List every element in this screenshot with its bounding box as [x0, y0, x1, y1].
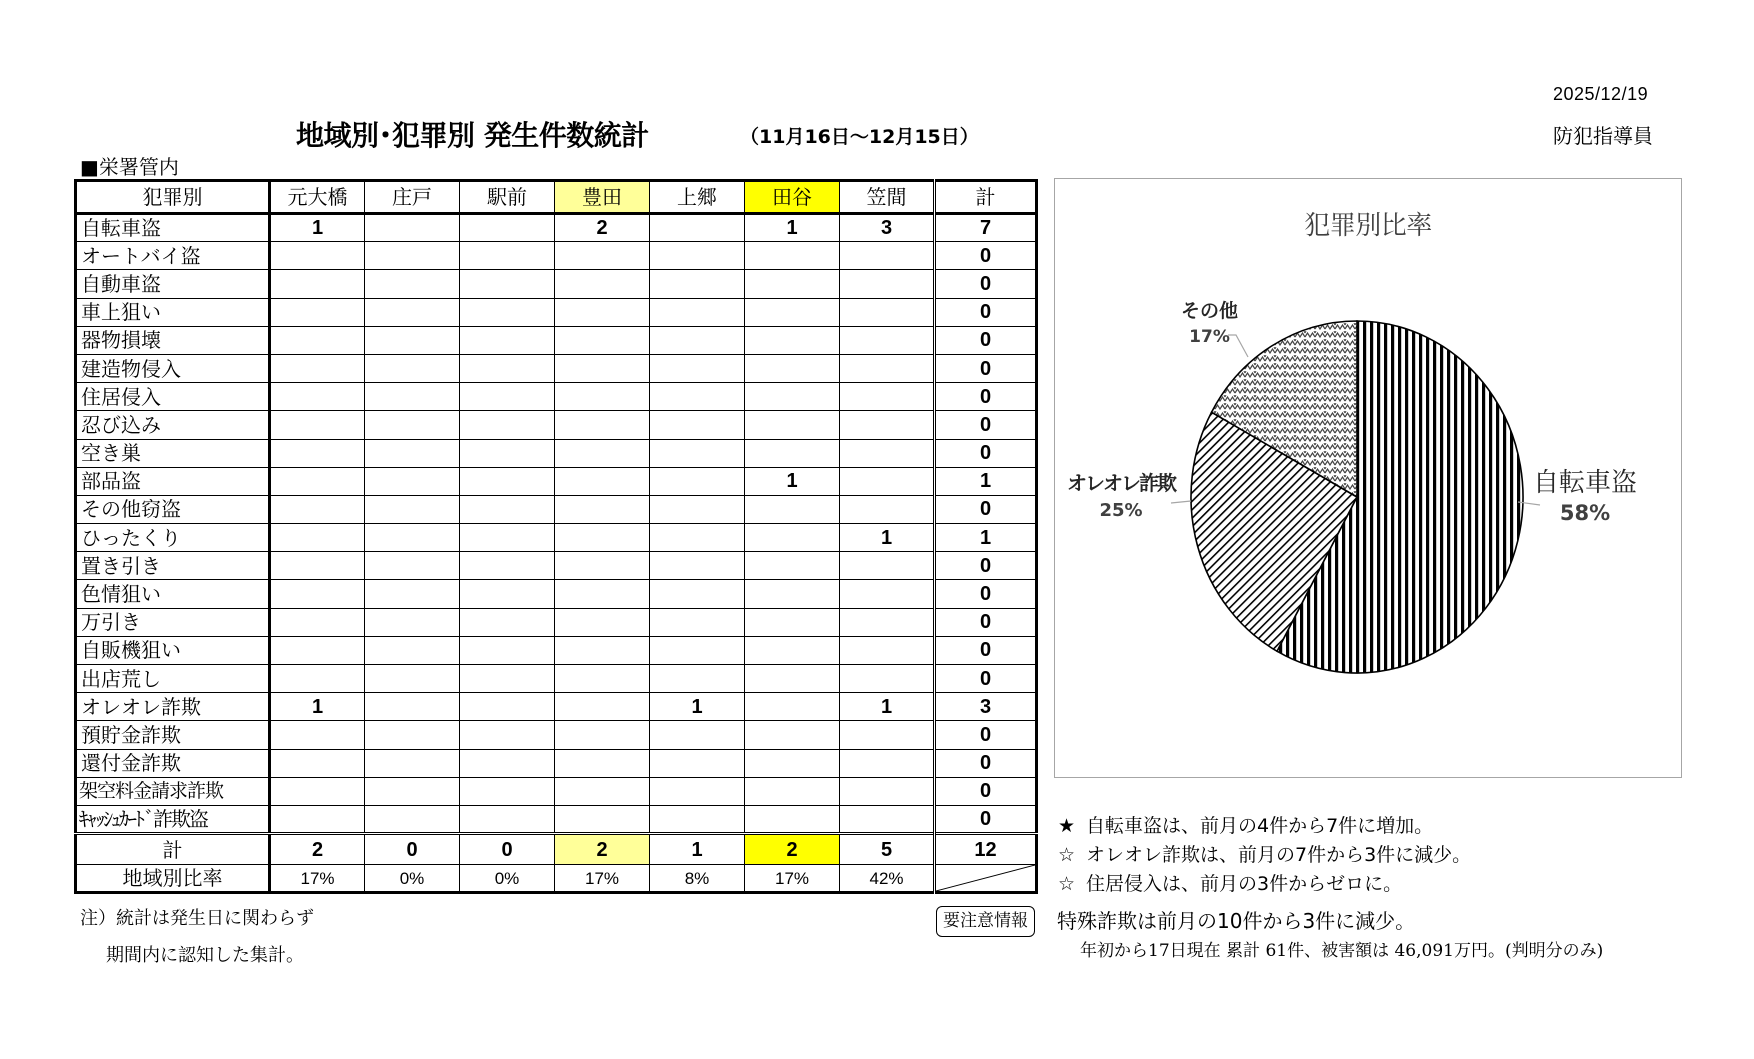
row-total: 0 — [935, 777, 1037, 805]
table-sum-row — [76, 834, 1037, 865]
row-total: 0 — [935, 749, 1037, 777]
cell-count — [840, 777, 935, 805]
pie-slices — [1191, 321, 1523, 673]
row-total: 0 — [935, 326, 1037, 354]
cell-count — [745, 411, 840, 439]
row-total: 0 — [935, 721, 1037, 749]
cell-count — [270, 383, 365, 411]
cell-count — [745, 665, 840, 693]
outline-star-icon: ☆ — [1058, 873, 1076, 895]
cell-count — [460, 580, 555, 608]
table-row — [76, 411, 1037, 439]
cell-count — [365, 298, 460, 326]
filled-star-icon: ★ — [1058, 815, 1076, 837]
cell-count — [745, 693, 840, 721]
cell-count — [555, 298, 650, 326]
cell-count — [365, 608, 460, 636]
header-area: 庄戸 — [365, 181, 460, 214]
cell-count — [650, 270, 745, 298]
cell-count — [460, 665, 555, 693]
cell-count — [745, 354, 840, 382]
cell-count — [555, 580, 650, 608]
cell-count — [270, 721, 365, 749]
table-row — [76, 326, 1037, 354]
table-row — [76, 383, 1037, 411]
row-total: 1 — [935, 467, 1037, 495]
row-total: 0 — [935, 608, 1037, 636]
cell-count — [270, 467, 365, 495]
cell-count — [650, 636, 745, 664]
cell-count — [270, 495, 365, 523]
cell-count — [650, 411, 745, 439]
cell-count — [840, 467, 935, 495]
cell-count — [745, 749, 840, 777]
cell-count — [270, 439, 365, 467]
crime-type-label: 自販機狙い — [76, 636, 270, 664]
table-row — [76, 524, 1037, 552]
area-sum: 2 — [745, 834, 840, 865]
table-row — [76, 608, 1037, 636]
cell-count — [460, 495, 555, 523]
header-area-highlighted: 田谷 — [745, 181, 840, 214]
cell-count — [460, 242, 555, 270]
highlight-text: 自転車盗は、前月の4件から7件に増加。 — [1086, 815, 1434, 837]
crime-type-label: 器物損壊 — [76, 326, 270, 354]
row-total: 0 — [935, 552, 1037, 580]
cell-count — [555, 805, 650, 833]
ratio-label: 地域別比率 — [76, 865, 270, 893]
cell-count — [365, 383, 460, 411]
cell-count — [555, 749, 650, 777]
chart-title: 犯罪別比率 — [1304, 211, 1432, 241]
cell-count — [840, 608, 935, 636]
row-total: 7 — [935, 214, 1037, 242]
cell-count — [460, 693, 555, 721]
cell-count — [555, 495, 650, 523]
table-row — [76, 552, 1037, 580]
report-date: 2025/12/19 — [1553, 84, 1649, 104]
crime-statistics-table — [74, 179, 1038, 894]
cell-count — [555, 411, 650, 439]
cell-count — [270, 524, 365, 552]
cell-count — [270, 270, 365, 298]
cell-count — [365, 270, 460, 298]
cell-count — [270, 665, 365, 693]
area-sum: 2 — [555, 834, 650, 865]
table-row — [76, 495, 1037, 523]
row-total: 1 — [935, 524, 1037, 552]
row-total: 0 — [935, 495, 1037, 523]
cell-count — [745, 439, 840, 467]
crime-type-label: 色情狙い — [76, 580, 270, 608]
cell-count — [745, 777, 840, 805]
cell-count — [555, 270, 650, 298]
cell-count — [460, 214, 555, 242]
cell-count — [365, 580, 460, 608]
cell-count — [650, 665, 745, 693]
cell-count — [840, 298, 935, 326]
cell-count — [365, 214, 460, 242]
cell-count — [650, 580, 745, 608]
cell-count — [460, 411, 555, 439]
cell-count — [745, 636, 840, 664]
cell-count — [840, 749, 935, 777]
cell-count — [460, 721, 555, 749]
pie-label-ore-ore-fraud: オレオレ詐欺 25% — [1067, 471, 1175, 521]
grand-total: 12 — [935, 834, 1037, 865]
cell-count — [460, 439, 555, 467]
cell-count — [460, 467, 555, 495]
highlight-text: オレオレ詐欺は、前月の7件から3件に減少。 — [1086, 844, 1472, 866]
cell-count — [650, 354, 745, 382]
row-total: 0 — [935, 439, 1037, 467]
cell-count: 1 — [270, 693, 365, 721]
cell-count — [555, 383, 650, 411]
cell-count — [460, 354, 555, 382]
cell-count — [365, 721, 460, 749]
cell-count — [460, 552, 555, 580]
cell-count — [840, 242, 935, 270]
sum-label: 計 — [76, 834, 270, 865]
cell-count — [555, 721, 650, 749]
cell-count — [270, 805, 365, 833]
cell-count — [840, 383, 935, 411]
cell-count — [460, 636, 555, 664]
cell-count — [270, 552, 365, 580]
footnote-line-1: 注）統計は発生日に関わらず — [80, 908, 314, 929]
ratio-total-empty — [935, 865, 1037, 893]
table-row — [76, 467, 1037, 495]
cell-count — [460, 326, 555, 354]
cell-count — [650, 326, 745, 354]
header-area: 上郷 — [650, 181, 745, 214]
cell-count: 1 — [745, 214, 840, 242]
area-sum: 2 — [270, 834, 365, 865]
cell-count — [270, 749, 365, 777]
area-ratio: 0% — [365, 865, 460, 893]
cell-count — [555, 326, 650, 354]
cell-count — [745, 495, 840, 523]
crime-type-label: その他窃盗 — [76, 495, 270, 523]
footnote-line-2: 期間内に認知した集計。 — [106, 945, 304, 966]
row-total: 0 — [935, 242, 1037, 270]
crime-type-label: 忍び込み — [76, 411, 270, 439]
area-ratio: 17% — [745, 865, 840, 893]
row-total: 0 — [935, 411, 1037, 439]
cell-count — [650, 749, 745, 777]
table-ratio-row — [76, 865, 1037, 893]
cell-count — [840, 326, 935, 354]
table-row — [76, 354, 1037, 382]
pie-label-other: その他 17% — [1181, 300, 1239, 347]
table-row — [76, 721, 1037, 749]
cell-count — [745, 298, 840, 326]
area-sum: 1 — [650, 834, 745, 865]
cell-count: 1 — [840, 693, 935, 721]
table-row — [76, 270, 1037, 298]
cell-count — [365, 326, 460, 354]
table-row — [76, 580, 1037, 608]
cell-count — [555, 665, 650, 693]
cell-count — [745, 580, 840, 608]
cell-count — [270, 608, 365, 636]
area-ratio: 17% — [555, 865, 650, 893]
cell-count — [365, 665, 460, 693]
cell-count — [650, 777, 745, 805]
cell-count — [365, 749, 460, 777]
cell-count — [650, 608, 745, 636]
header-area: 笠間 — [840, 181, 935, 214]
crime-type-label: 出店荒し — [76, 665, 270, 693]
row-total: 0 — [935, 805, 1037, 833]
row-total: 0 — [935, 298, 1037, 326]
cell-count — [555, 552, 650, 580]
cell-count — [460, 749, 555, 777]
area-ratio: 42% — [840, 865, 935, 893]
cell-count — [270, 354, 365, 382]
cell-count — [745, 270, 840, 298]
cell-count: 1 — [745, 467, 840, 495]
cell-count — [650, 524, 745, 552]
diagonal-line-icon — [936, 865, 1035, 891]
crime-type-label: 還付金詐欺 — [76, 749, 270, 777]
cell-count — [365, 354, 460, 382]
cell-count — [840, 439, 935, 467]
cell-count — [270, 326, 365, 354]
cell-count — [270, 242, 365, 270]
row-total: 0 — [935, 383, 1037, 411]
cell-count: 3 — [840, 214, 935, 242]
crime-type-label: 自転車盗 — [76, 214, 270, 242]
cell-count — [365, 777, 460, 805]
cell-count — [555, 354, 650, 382]
pie-label-bicycle-theft: 自転車盗 58% — [1533, 468, 1638, 525]
cell-count — [650, 298, 745, 326]
fraud-summary-detail: 年初から17日現在 累計 61件、被害額は 46,091万円。(判明分のみ) — [1080, 941, 1604, 961]
crime-type-label: 預貯金詐欺 — [76, 721, 270, 749]
crime-type-label: ひったくり — [76, 524, 270, 552]
cell-count — [365, 805, 460, 833]
row-total: 0 — [935, 580, 1037, 608]
cell-count — [745, 524, 840, 552]
cell-count — [555, 524, 650, 552]
row-total: 0 — [935, 270, 1037, 298]
cell-count — [365, 411, 460, 439]
cell-count: 1 — [270, 214, 365, 242]
cell-count — [840, 495, 935, 523]
cell-count — [555, 439, 650, 467]
cell-count — [365, 467, 460, 495]
cell-count — [650, 214, 745, 242]
cell-count — [840, 805, 935, 833]
cell-count — [460, 777, 555, 805]
cell-count — [745, 721, 840, 749]
crime-type-label: ｷｬｯｼｭｶｰﾄﾞ詐欺盗 — [76, 805, 270, 833]
highlight-note — [1058, 840, 1471, 867]
header-area: 駅前 — [460, 181, 555, 214]
crime-type-label: 車上狙い — [76, 298, 270, 326]
cell-count — [840, 270, 935, 298]
cell-count — [460, 383, 555, 411]
row-total: 0 — [935, 665, 1037, 693]
table-row — [76, 636, 1037, 664]
report-author: 防犯指導員 — [1553, 124, 1653, 148]
cell-count — [365, 242, 460, 270]
cell-count — [365, 636, 460, 664]
table-row — [76, 805, 1037, 833]
area-ratio: 17% — [270, 865, 365, 893]
table-row — [76, 298, 1037, 326]
cell-count — [270, 298, 365, 326]
cell-count — [650, 467, 745, 495]
fraud-summary-headline: 特殊詐欺は前月の10件から3件に減少。 — [1057, 909, 1416, 933]
header-total: 計 — [935, 181, 1037, 214]
cell-count — [650, 552, 745, 580]
cell-count — [650, 721, 745, 749]
crime-type-label: 置き引き — [76, 552, 270, 580]
crime-type-label: 部品盗 — [76, 467, 270, 495]
report-period: （11月16日～12月15日） — [740, 126, 979, 148]
cell-count — [650, 439, 745, 467]
header-area-highlighted: 豊田 — [555, 181, 650, 214]
cell-count — [840, 665, 935, 693]
table-row — [76, 214, 1037, 242]
crime-type-label: 空き巣 — [76, 439, 270, 467]
warning-info-button[interactable]: 要注意情報 — [936, 906, 1035, 937]
cell-count — [555, 777, 650, 805]
crime-type-label: 万引き — [76, 608, 270, 636]
table-row — [76, 777, 1037, 805]
cell-count — [745, 326, 840, 354]
highlight-note — [1058, 811, 1433, 838]
table-header-row — [76, 181, 1037, 214]
area-label: ■栄署管内 — [80, 155, 179, 179]
cell-count — [650, 495, 745, 523]
row-total: 0 — [935, 354, 1037, 382]
cell-count — [365, 552, 460, 580]
cell-count — [840, 721, 935, 749]
table-row — [76, 439, 1037, 467]
highlight-text: 住居侵入は、前月の3件からゼロに。 — [1086, 873, 1403, 895]
crime-type-label: 自動車盗 — [76, 270, 270, 298]
cell-count — [555, 608, 650, 636]
cell-count — [460, 608, 555, 636]
cell-count — [365, 693, 460, 721]
row-total: 0 — [935, 636, 1037, 664]
cell-count — [650, 383, 745, 411]
header-crime-type: 犯罪別 — [76, 181, 270, 214]
cell-count — [270, 777, 365, 805]
cell-count — [650, 805, 745, 833]
cell-count — [745, 805, 840, 833]
table-row — [76, 242, 1037, 270]
crime-type-label: オートバイ盗 — [76, 242, 270, 270]
page-title: 地域別･犯罪別 発生件数統計 — [296, 119, 649, 152]
cell-count — [555, 636, 650, 664]
cell-count — [460, 270, 555, 298]
cell-count — [270, 411, 365, 439]
outline-star-icon: ☆ — [1058, 844, 1076, 866]
highlight-note — [1058, 869, 1402, 896]
area-ratio: 0% — [460, 865, 555, 893]
cell-count — [365, 495, 460, 523]
cell-count — [745, 552, 840, 580]
cell-count — [555, 467, 650, 495]
cell-count: 1 — [650, 693, 745, 721]
cell-count: 2 — [555, 214, 650, 242]
cell-count — [745, 383, 840, 411]
cell-count — [555, 693, 650, 721]
area-sum: 0 — [365, 834, 460, 865]
table-row — [76, 693, 1037, 721]
crime-type-label: 住居侵入 — [76, 383, 270, 411]
cell-count — [460, 524, 555, 552]
cell-count — [840, 411, 935, 439]
crime-type-label: オレオレ詐欺 — [76, 693, 270, 721]
header-area: 元大橋 — [270, 181, 365, 214]
cell-count — [365, 439, 460, 467]
crime-type-label: 建造物侵入 — [76, 354, 270, 382]
cell-count — [745, 608, 840, 636]
cell-count — [270, 636, 365, 664]
cell-count — [840, 552, 935, 580]
cell-count — [460, 298, 555, 326]
cell-count: 1 — [840, 524, 935, 552]
cell-count — [840, 354, 935, 382]
cell-count — [840, 636, 935, 664]
row-total: 3 — [935, 693, 1037, 721]
area-sum: 5 — [840, 834, 935, 865]
area-ratio: 8% — [650, 865, 745, 893]
cell-count — [555, 242, 650, 270]
pie-chart-panel — [1054, 178, 1682, 778]
table-row — [76, 749, 1037, 777]
cell-count — [270, 580, 365, 608]
cell-count — [460, 805, 555, 833]
area-sum: 0 — [460, 834, 555, 865]
cell-count — [840, 580, 935, 608]
cell-count — [745, 242, 840, 270]
cell-count — [365, 524, 460, 552]
crime-type-label: 架空料金請求詐欺 — [76, 777, 270, 805]
cell-count — [650, 242, 745, 270]
table-row — [76, 665, 1037, 693]
